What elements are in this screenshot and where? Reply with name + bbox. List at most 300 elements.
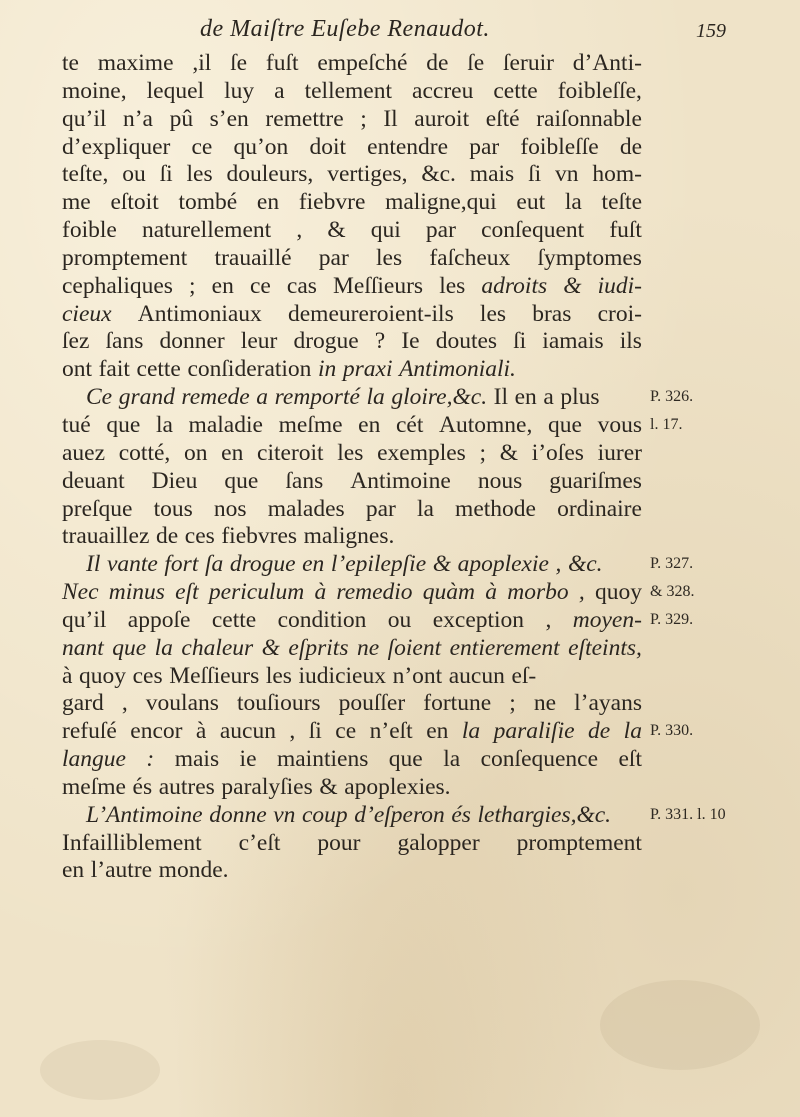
text-word: entendre [367, 133, 449, 160]
text-word: és [132, 773, 153, 800]
text-word: ſi [513, 328, 527, 355]
italic-text: remede [181, 384, 250, 411]
italic-text: en [302, 551, 325, 578]
italic-text: remedio [336, 579, 413, 606]
text-word: les [439, 272, 466, 299]
italic-text: eſteints, [568, 634, 642, 661]
text-word: ie [239, 746, 257, 773]
text-word: que [106, 411, 141, 438]
text-word: iamais [542, 328, 604, 355]
text-word: fait [98, 356, 130, 383]
text-word: qui [370, 217, 401, 244]
italic-text: à [314, 579, 327, 606]
text-line [62, 579, 642, 607]
margin-note: P. 331. l. 10 [650, 805, 726, 823]
text-line [62, 412, 642, 440]
text-line [62, 273, 642, 301]
text-word: que [548, 411, 582, 438]
text-word: nos [213, 495, 247, 522]
italic-text: gloire,&c. [391, 384, 488, 411]
text-line [62, 523, 642, 551]
page-stain [600, 980, 760, 1070]
text-word: ? [374, 328, 386, 355]
text-word: qu’il [62, 105, 107, 132]
italic-text: quàm [422, 579, 476, 606]
text-word: la [416, 495, 434, 522]
italic-text: remporté [274, 384, 360, 411]
text-line [62, 746, 642, 774]
text-word: eſ- [511, 662, 537, 689]
text-line [62, 217, 642, 245]
text-word: Ie [401, 328, 420, 355]
text-word: la [155, 411, 173, 438]
italic-text: la [461, 718, 481, 745]
italic-text: in [318, 356, 337, 383]
text-word: & [499, 439, 519, 466]
text-word: conſequence [480, 746, 599, 773]
text-word: remettre [265, 105, 344, 132]
italic-text: à [485, 579, 498, 606]
text-word: promptement [62, 244, 188, 271]
text-word: ſi [528, 161, 542, 188]
text-word: fuſt [265, 50, 299, 76]
text-word: refuſé [62, 718, 117, 745]
margin-note: l. 17. [650, 416, 683, 434]
text-word: par [318, 244, 349, 271]
text-word: citeroit [257, 439, 324, 466]
text-word: ; [479, 439, 487, 466]
text-word: , [296, 217, 303, 244]
italic-text: moyen- [572, 606, 642, 633]
text-word: la [564, 189, 582, 216]
text-word: ces [132, 662, 163, 689]
text-word: les [265, 662, 292, 689]
text-word: ſeruir [503, 50, 554, 76]
text-word: ; [360, 105, 367, 132]
italic-text: paraliſie [493, 718, 575, 745]
text-word: , [289, 718, 296, 745]
text-word: cét [396, 411, 424, 438]
text-line [62, 189, 642, 217]
text-word: quoy [79, 662, 127, 689]
text-word: en [426, 718, 449, 745]
text-line [62, 78, 642, 106]
text-word: a [274, 77, 285, 104]
text-word: condition [277, 606, 367, 633]
text-word: encor [130, 718, 183, 745]
text-word: pouſſer [338, 690, 406, 717]
text-word: cette [136, 356, 181, 383]
text-word: Antimoniaux [137, 300, 262, 327]
text-word: nous [477, 467, 523, 494]
text-word: les [479, 300, 507, 327]
text-word: de [156, 523, 179, 550]
text-line [62, 802, 642, 830]
margin-note: P. 329. [650, 611, 694, 628]
text-word: ſans [285, 467, 324, 494]
text-word: auroit [414, 105, 470, 132]
text-word: douleurs, [226, 161, 314, 188]
text-line [62, 607, 642, 635]
text-line [62, 356, 642, 384]
text-line [62, 384, 642, 412]
text-word: que [388, 746, 423, 773]
text-word: ou [387, 606, 412, 633]
text-word: la [443, 746, 461, 773]
text-word: exemples [377, 439, 466, 466]
text-word: doutes [435, 328, 498, 355]
text-word: cephaliques [62, 272, 173, 299]
italic-text: grand [118, 384, 175, 411]
text-word: Dieu [151, 467, 198, 494]
text-word: eut [516, 189, 546, 216]
text-word: cas [286, 272, 317, 299]
italic-text: & [432, 551, 451, 578]
text-word: Automne, [439, 411, 533, 438]
italic-text: , [578, 579, 585, 606]
text-word: guariſmes [549, 467, 642, 494]
page-stain [40, 1040, 160, 1100]
text-word: vertiges, [327, 161, 408, 188]
text-word: d’expliquer [62, 133, 171, 160]
italic-text: de [588, 718, 611, 745]
text-word: ſez [62, 328, 90, 355]
text-word: eſt [618, 746, 642, 773]
italic-text: & [261, 634, 280, 661]
italic-text: fort [164, 551, 199, 578]
text-word: malignes. [303, 523, 395, 550]
text-word: ſi [159, 161, 173, 188]
running-head: de Maiſtre Euſebe Renaudot. [200, 16, 490, 42]
text-word: luy [224, 77, 255, 104]
italic-text: , [555, 551, 562, 578]
text-word: pû [169, 105, 194, 132]
italic-text: Antimoniali. [399, 356, 516, 383]
italic-text: lethargies,&c. [477, 801, 612, 828]
text-word: faſcheux [429, 244, 511, 271]
text-word: bras [532, 300, 572, 327]
italic-text: vn [273, 801, 296, 828]
text-word: ſans [105, 328, 144, 355]
text-word: n’ont [392, 662, 443, 689]
text-line [62, 663, 642, 691]
text-word: touſiours [236, 690, 321, 717]
text-word: Il [493, 384, 509, 411]
text-word: de [619, 133, 642, 160]
text-word: ces [184, 523, 215, 550]
text-word: fortune [423, 690, 492, 717]
text-word: conſideration [187, 356, 312, 383]
text-word: a [543, 384, 554, 411]
text-word: Antimoine [350, 467, 451, 494]
text-word: fiebvres [221, 523, 298, 550]
text-word: en [221, 439, 244, 466]
italic-text: langue [62, 746, 126, 773]
text-word: par [425, 217, 456, 244]
text-word: qu’on [233, 133, 289, 160]
text-word: accreu [412, 77, 474, 104]
text-word: , [121, 690, 128, 717]
italic-text: la [366, 384, 385, 411]
text-word: raiſonnable [536, 105, 642, 132]
text-word: les [186, 161, 213, 188]
text-word: ſe [230, 50, 248, 76]
text-word: c’eſt [238, 829, 281, 856]
italic-text: periculum [208, 579, 305, 606]
text-word: tous [153, 495, 193, 522]
text-word: ,il [192, 50, 212, 76]
text-word: vn [555, 161, 579, 188]
text-line [62, 134, 642, 162]
text-word: maxime [97, 50, 174, 76]
margin-note: & 328. [650, 583, 695, 601]
italic-text: d’eſperon [354, 801, 445, 828]
text-word: maligne,qui [385, 189, 497, 216]
text-word: lequel [146, 77, 205, 104]
text-word: auez [62, 439, 106, 466]
text-word: ce [249, 272, 271, 299]
text-line [62, 718, 642, 746]
text-word: empeſché [317, 50, 408, 76]
text-word: cette [211, 606, 257, 633]
italic-text: nant [62, 634, 104, 661]
body-text [62, 50, 642, 885]
text-word: eſté [485, 105, 520, 132]
text-line [62, 551, 642, 579]
text-word: par [365, 495, 396, 522]
text-word: de [426, 50, 449, 76]
text-word: n’a [122, 105, 153, 132]
text-word: vous [597, 411, 642, 438]
text-word: Meſſieurs [333, 272, 424, 299]
text-word: pour [317, 829, 361, 856]
text-word: , [545, 606, 552, 633]
italic-text: que [112, 634, 147, 661]
text-word: exception [432, 606, 525, 633]
italic-text: la [623, 718, 642, 745]
text-line [62, 635, 642, 663]
text-word: appoſe [127, 606, 191, 633]
text-word: ordinaire [557, 495, 642, 522]
text-line [62, 245, 642, 273]
text-word: monde. [158, 857, 229, 884]
text-word: methode [455, 495, 536, 522]
text-word: te [62, 50, 79, 76]
text-word: &c. [421, 161, 456, 188]
text-line [62, 774, 642, 802]
text-word: eſtoit [110, 189, 159, 216]
italic-text: entierement [449, 634, 560, 661]
italic-text: Ce [86, 384, 113, 411]
text-word: teſte, [62, 161, 109, 188]
text-word: n’eſt [369, 718, 413, 745]
text-word: que [224, 467, 259, 494]
italic-text: l’epilepſie [330, 551, 427, 578]
text-word: maintiens [276, 746, 369, 773]
text-word: en [211, 272, 234, 299]
italic-text: chaleur [181, 634, 254, 661]
italic-text: eſt [175, 579, 199, 606]
italic-text: : [146, 746, 155, 773]
text-word: Infailliblement [62, 829, 202, 856]
margin-note: P. 327. [650, 555, 694, 573]
text-line [62, 328, 642, 356]
margin-note: P. 330. [650, 722, 694, 740]
text-word: meſme [62, 773, 126, 800]
text-word: conſequent [481, 217, 585, 244]
text-word: iurer [597, 439, 642, 466]
text-word: teſte [601, 189, 642, 216]
text-word: Meſſieurs [169, 662, 260, 689]
text-word: apoplexies. [344, 773, 451, 800]
text-word: en [62, 857, 85, 884]
text-word: l’autre [90, 857, 153, 884]
text-word: plus [560, 384, 600, 411]
italic-text: és [451, 801, 471, 828]
italic-text: cieux [62, 300, 112, 327]
text-word: i’oſes [531, 439, 584, 466]
italic-text: Il [86, 551, 101, 578]
text-word: en [256, 189, 280, 216]
italic-text: donne [209, 801, 267, 828]
text-line [62, 440, 642, 468]
text-line [62, 468, 642, 496]
italic-text: morbo [507, 579, 569, 606]
text-word: foibleſſe [520, 133, 599, 160]
text-word: ont [62, 356, 93, 383]
text-word: les [337, 439, 364, 466]
italic-text: iudi- [597, 272, 642, 299]
text-word: d’Anti- [572, 50, 642, 76]
text-line [62, 106, 642, 134]
text-word: mais [174, 746, 220, 773]
text-word: me [62, 189, 91, 216]
text-word: fuſt [609, 217, 642, 244]
text-line [62, 161, 642, 189]
text-word: en [358, 411, 381, 438]
text-word: moine, [62, 77, 127, 104]
text-line [62, 496, 642, 524]
italic-text: apoplexie [457, 551, 549, 578]
text-word: autres [158, 773, 215, 800]
text-word: foible [62, 217, 117, 244]
text-word: aucun [219, 718, 276, 745]
text-word: & [327, 217, 346, 244]
text-word: malades [267, 495, 345, 522]
text-word: tombé [178, 189, 238, 216]
text-word: naturellement [141, 217, 272, 244]
text-word: & [319, 773, 338, 800]
text-word: croi- [597, 300, 642, 327]
text-word: ou [122, 161, 146, 188]
text-word: tué [62, 411, 91, 438]
italic-text: a [256, 384, 269, 411]
text-word: ils [619, 328, 642, 355]
text-word: cotté, [118, 439, 171, 466]
text-word: ; [189, 272, 196, 299]
text-word: l’ayans [574, 690, 642, 717]
italic-text: &c. [567, 551, 603, 578]
text-line [62, 301, 642, 329]
text-line [62, 690, 642, 718]
text-word: on [183, 439, 208, 466]
italic-text: ſoient [387, 634, 442, 661]
text-word: deuant [62, 467, 125, 494]
text-line [62, 857, 642, 885]
text-word: ; [509, 690, 516, 717]
italic-text: eſprits [288, 634, 349, 661]
text-word: ſe [467, 50, 485, 76]
text-word: à [195, 718, 207, 745]
italic-text: & [563, 272, 582, 299]
text-word: promptement [516, 829, 642, 856]
text-word: drogue [293, 328, 359, 355]
text-word: trauaillé [214, 244, 292, 271]
italic-text: ne [356, 634, 380, 661]
text-word: fiebvre [298, 189, 366, 216]
italic-text: Nec [62, 579, 99, 606]
text-word: galopper [397, 829, 480, 856]
text-word: à [62, 662, 73, 689]
text-word: paralyſies [221, 773, 313, 800]
text-word: donner [159, 328, 225, 355]
text-word: ſi [308, 718, 322, 745]
text-word: doit [309, 133, 347, 160]
text-word: ſymptomes [537, 244, 642, 271]
margin-note: P. 326. [650, 388, 694, 406]
text-word: aucun [448, 662, 505, 689]
text-word: Il [383, 105, 398, 132]
text-word: leur [240, 328, 278, 355]
text-word: s’en [209, 105, 249, 132]
italic-text: coup [301, 801, 348, 828]
page-number: 159 [696, 20, 726, 42]
text-word: par [469, 133, 500, 160]
text-word: iudicieux [298, 662, 386, 689]
text-word: qu’il [62, 606, 107, 633]
italic-text: L’Antimoine [86, 801, 203, 828]
text-word: en [514, 384, 537, 411]
text-word: mais [469, 161, 515, 188]
text-word: foibleſſe, [557, 77, 642, 104]
text-word: les [376, 244, 403, 271]
italic-text: la [154, 634, 173, 661]
italic-text: drogue [229, 551, 296, 578]
text-line [62, 830, 642, 858]
text-word: meſme [278, 411, 343, 438]
text-word: voulans [145, 690, 219, 717]
text-word: tellement [304, 77, 393, 104]
text-word: hom- [592, 161, 642, 188]
italic-text: adroits [481, 272, 548, 299]
text-word: trauaillez [62, 523, 150, 550]
text-word: ce [191, 133, 213, 160]
italic-text: praxi [342, 356, 393, 383]
text-word: cette [493, 77, 538, 104]
italic-text: ſa [204, 551, 224, 578]
italic-text: minus [108, 579, 165, 606]
text-word: preſque [62, 495, 133, 522]
text-word: ne [533, 690, 557, 717]
italic-text: vante [106, 551, 158, 578]
text-word: demeureroient-ils [287, 300, 454, 327]
text-word: quoy [594, 579, 642, 606]
text-word: ce [335, 718, 357, 745]
page-header [0, 16, 800, 50]
text-line [62, 50, 642, 78]
text-word: maladie [188, 411, 263, 438]
text-word: gard [62, 690, 104, 717]
